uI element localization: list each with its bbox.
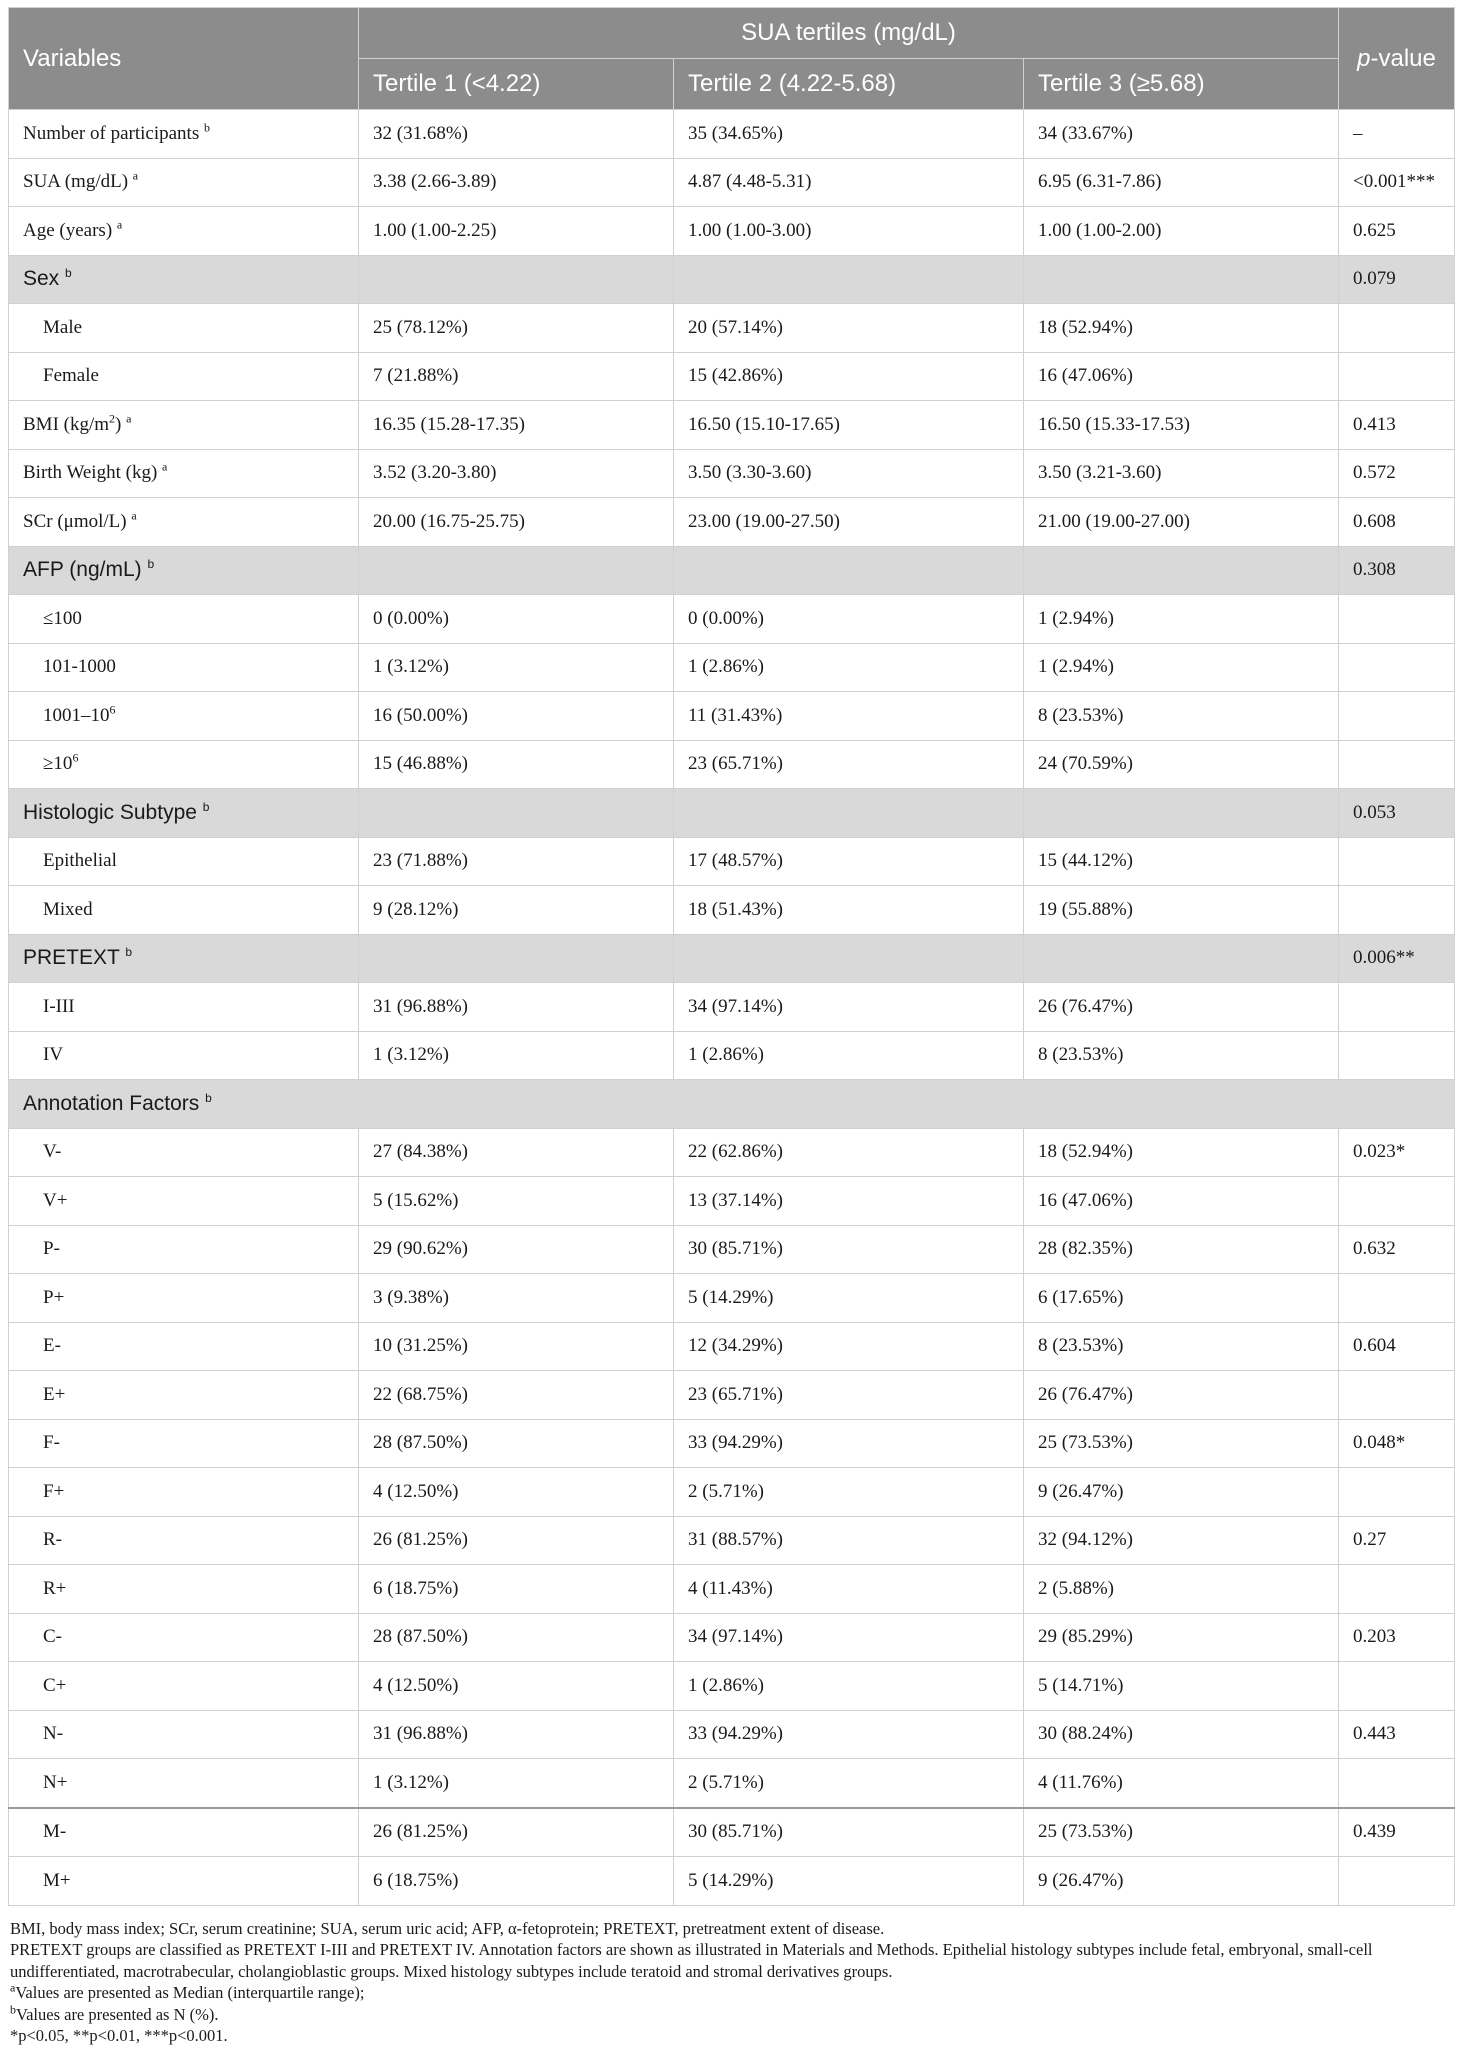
cell-p-value xyxy=(1339,1274,1455,1323)
cell-tertile-1: 6 (18.75%) xyxy=(359,1857,674,1906)
row-label: PRETEXT $^b$ xyxy=(9,934,359,983)
cell-tertile-3: 25 (73.53%) xyxy=(1024,1808,1339,1857)
cell-tertile-1: 4 (12.50%) xyxy=(359,1468,674,1517)
cell-tertile-3: 6.95 (6.31-7.86) xyxy=(1024,158,1339,207)
table-row xyxy=(9,449,1455,498)
row-label: Male xyxy=(9,304,359,353)
cell-p-value: 0.053 xyxy=(1339,789,1455,838)
cell-tertile-2: 33 (94.29%) xyxy=(674,1419,1024,1468)
row-label: Age (years) $^a$ xyxy=(9,207,359,256)
cell-tertile-1: 16 (50.00%) xyxy=(359,692,674,741)
cell-tertile-3: 8 (23.53%) xyxy=(1024,1031,1339,1080)
cell-tertile-1: 25 (78.12%) xyxy=(359,304,674,353)
cell-tertile-1: 7 (21.88%) xyxy=(359,352,674,401)
cell-p-value xyxy=(1339,1662,1455,1711)
cell-tertile-2: 4.87 (4.48-5.31) xyxy=(674,158,1024,207)
cell-tertile-3: 29 (85.29%) xyxy=(1024,1613,1339,1662)
table-row xyxy=(9,886,1455,935)
cell-tertile-3: 34 (33.67%) xyxy=(1024,110,1339,159)
table-row xyxy=(9,304,1455,353)
cell-tertile-1: 1 (3.12%) xyxy=(359,1759,674,1808)
header-tertile-1: Tertile 1 (<4.22) xyxy=(359,59,674,110)
cell-p-value: 0.079 xyxy=(1339,255,1455,304)
cell-tertile-2: 31 (88.57%) xyxy=(674,1516,1024,1565)
cell-tertile-3: 16.50 (15.33-17.53) xyxy=(1024,401,1339,450)
cell-tertile-1: 29 (90.62%) xyxy=(359,1225,674,1274)
row-label: V- xyxy=(9,1128,359,1177)
cell-tertile-2: 15 (42.86%) xyxy=(674,352,1024,401)
row-label: Mixed xyxy=(9,886,359,935)
cell-tertile-3: 26 (76.47%) xyxy=(1024,983,1339,1032)
row-label: BMI $(kg/m^2)$ $^a$ xyxy=(9,401,359,450)
cell-tertile-3: 32 (94.12%) xyxy=(1024,1516,1339,1565)
cell-tertile-2: 34 (97.14%) xyxy=(674,983,1024,1032)
cell-tertile-1: 31 (96.88%) xyxy=(359,983,674,1032)
cell-tertile-3: 5 (14.71%) xyxy=(1024,1662,1339,1711)
cell-p-value xyxy=(1339,837,1455,886)
cell-tertile-1: 3.52 (3.20-3.80) xyxy=(359,449,674,498)
cell-tertile-2: 5 (14.29%) xyxy=(674,1857,1024,1906)
cell-p-value xyxy=(1339,643,1455,692)
table-row xyxy=(9,595,1455,644)
cell-tertile-2: 22 (62.86%) xyxy=(674,1128,1024,1177)
cell-tertile-2: 4 (11.43%) xyxy=(674,1565,1024,1614)
cell-tertile-2 xyxy=(674,934,1024,983)
row-label: M- xyxy=(9,1808,359,1857)
group-row xyxy=(9,255,1455,304)
row-label: E- xyxy=(9,1322,359,1371)
cell-p-value: 0.413 xyxy=(1339,401,1455,450)
row-label: C+ xyxy=(9,1662,359,1711)
cell-p-value: 0.632 xyxy=(1339,1225,1455,1274)
table-row xyxy=(9,498,1455,547)
cell-p-value: 0.608 xyxy=(1339,498,1455,547)
header-sua-tertiles: SUA tertiles (mg/dL) xyxy=(359,8,1339,59)
cell-tertile-2: 17 (48.57%) xyxy=(674,837,1024,886)
table-row xyxy=(9,1808,1455,1857)
table-row xyxy=(9,1516,1455,1565)
cell-tertile-1: 26 (81.25%) xyxy=(359,1808,674,1857)
cell-tertile-1: 20.00 (16.75-25.75) xyxy=(359,498,674,547)
cell-p-value: 0.023* xyxy=(1339,1128,1455,1177)
cell-p-value: – xyxy=(1339,110,1455,159)
cell-tertile-3: 8 (23.53%) xyxy=(1024,1322,1339,1371)
row-label: C- xyxy=(9,1613,359,1662)
cell-tertile-2: 3.50 (3.30-3.60) xyxy=(674,449,1024,498)
cell-tertile-1: 1.00 (1.00-2.25) xyxy=(359,207,674,256)
cell-p-value: 0.308 xyxy=(1339,546,1455,595)
row-label: F- xyxy=(9,1419,359,1468)
cell-tertile-1: 0 (0.00%) xyxy=(359,595,674,644)
table-row xyxy=(9,1177,1455,1226)
cell-p-value xyxy=(1339,1031,1455,1080)
row-label: Annotation Factors $^b$ xyxy=(9,1080,1455,1129)
table-row xyxy=(9,401,1455,450)
group-row xyxy=(9,546,1455,595)
row-label: Histologic Subtype $^b$ xyxy=(9,789,359,838)
cell-p-value xyxy=(1339,983,1455,1032)
cell-tertile-3 xyxy=(1024,546,1339,595)
row-label: 101-1000 xyxy=(9,643,359,692)
cell-tertile-3: 26 (76.47%) xyxy=(1024,1371,1339,1420)
cell-tertile-3: 30 (88.24%) xyxy=(1024,1710,1339,1759)
cell-tertile-2 xyxy=(674,255,1024,304)
cell-tertile-1: 32 (31.68%) xyxy=(359,110,674,159)
group-row xyxy=(9,789,1455,838)
row-label: Epithelial xyxy=(9,837,359,886)
row-label: AFP (ng/mL) $^b$ xyxy=(9,546,359,595)
table-footnotes xyxy=(8,1918,1450,2047)
cell-tertile-2: 1 (2.86%) xyxy=(674,643,1024,692)
row-label: IV xyxy=(9,1031,359,1080)
row-label: $1001-10^6$ xyxy=(9,692,359,741)
table-row xyxy=(9,352,1455,401)
cell-tertile-3: 8 (23.53%) xyxy=(1024,692,1339,741)
table-row xyxy=(9,1031,1455,1080)
row-label: P- xyxy=(9,1225,359,1274)
cell-p-value xyxy=(1339,1857,1455,1906)
cell-p-value: 0.27 xyxy=(1339,1516,1455,1565)
row-label: SUA (mg/dL) $^a$ xyxy=(9,158,359,207)
cell-tertile-1: 5 (15.62%) xyxy=(359,1177,674,1226)
cell-tertile-2: 1.00 (1.00-3.00) xyxy=(674,207,1024,256)
header-p-value: p-value xyxy=(1339,8,1455,110)
row-label: R+ xyxy=(9,1565,359,1614)
table-row xyxy=(9,207,1455,256)
cell-tertile-3 xyxy=(1024,255,1339,304)
table-container xyxy=(8,7,1454,2047)
group-row xyxy=(9,934,1455,983)
cell-tertile-3: 9 (26.47%) xyxy=(1024,1857,1339,1906)
row-label: Number of participants $^b$ xyxy=(9,110,359,159)
cell-tertile-3: 9 (26.47%) xyxy=(1024,1468,1339,1517)
header-variables: Variables xyxy=(9,8,359,110)
cell-tertile-2: 30 (85.71%) xyxy=(674,1225,1024,1274)
table-row xyxy=(9,158,1455,207)
table-row xyxy=(9,1710,1455,1759)
cell-tertile-1 xyxy=(359,546,674,595)
cell-tertile-2: 30 (85.71%) xyxy=(674,1808,1024,1857)
cell-p-value xyxy=(1339,595,1455,644)
cell-tertile-3: 2 (5.88%) xyxy=(1024,1565,1339,1614)
cell-tertile-3: 1 (2.94%) xyxy=(1024,595,1339,644)
row-label: V+ xyxy=(9,1177,359,1226)
cell-p-value xyxy=(1339,304,1455,353)
cell-tertile-1: 1 (3.12%) xyxy=(359,1031,674,1080)
cell-tertile-2: 2 (5.71%) xyxy=(674,1468,1024,1517)
cell-tertile-1: 27 (84.38%) xyxy=(359,1128,674,1177)
cell-tertile-2: 34 (97.14%) xyxy=(674,1613,1024,1662)
row-label: Sex $^b$ xyxy=(9,255,359,304)
cell-tertile-2: 1 (2.86%) xyxy=(674,1031,1024,1080)
footnote-b: $^b$Values are presented as N (%). xyxy=(10,2002,219,2024)
table-row xyxy=(9,1613,1455,1662)
cell-tertile-1: 6 (18.75%) xyxy=(359,1565,674,1614)
cell-tertile-1: 16.35 (15.28-17.35) xyxy=(359,401,674,450)
cell-tertile-3: 1.00 (1.00-2.00) xyxy=(1024,207,1339,256)
cell-tertile-1 xyxy=(359,255,674,304)
table-row xyxy=(9,1857,1455,1906)
cell-tertile-3: 16 (47.06%) xyxy=(1024,1177,1339,1226)
sua-tertiles-table xyxy=(8,7,1455,1906)
cell-tertile-3: 15 (44.12%) xyxy=(1024,837,1339,886)
row-label: N- xyxy=(9,1710,359,1759)
cell-p-value xyxy=(1339,740,1455,789)
footnote-significance: *p<0.05, **p<0.01, ***p<0.001. xyxy=(10,2026,228,2045)
cell-tertile-3 xyxy=(1024,934,1339,983)
cell-p-value xyxy=(1339,1371,1455,1420)
cell-tertile-2: 12 (34.29%) xyxy=(674,1322,1024,1371)
row-label: Female xyxy=(9,352,359,401)
table-row xyxy=(9,1225,1455,1274)
cell-tertile-2 xyxy=(674,789,1024,838)
cell-tertile-3: 18 (52.94%) xyxy=(1024,304,1339,353)
footnote-a: $^a$Values are presented as Median (interquartile range); xyxy=(10,1980,365,2002)
cell-tertile-2: 35 (34.65%) xyxy=(674,110,1024,159)
cell-tertile-3: 21.00 (19.00-27.00) xyxy=(1024,498,1339,547)
cell-tertile-3: 25 (73.53%) xyxy=(1024,1419,1339,1468)
cell-p-value xyxy=(1339,1468,1455,1517)
cell-p-value: 0.572 xyxy=(1339,449,1455,498)
cell-p-value: <0.001*** xyxy=(1339,158,1455,207)
row-label: F+ xyxy=(9,1468,359,1517)
table-row xyxy=(9,692,1455,741)
table-row xyxy=(9,1759,1455,1808)
cell-tertile-3 xyxy=(1024,789,1339,838)
cell-tertile-2: 11 (31.43%) xyxy=(674,692,1024,741)
cell-tertile-3: 19 (55.88%) xyxy=(1024,886,1339,935)
cell-tertile-2: 13 (37.14%) xyxy=(674,1177,1024,1226)
cell-tertile-1: 23 (71.88%) xyxy=(359,837,674,886)
cell-p-value: 0.604 xyxy=(1339,1322,1455,1371)
cell-tertile-1: 9 (28.12%) xyxy=(359,886,674,935)
table-row xyxy=(9,1128,1455,1177)
cell-tertile-1: 3.38 (2.66-3.89) xyxy=(359,158,674,207)
cell-p-value xyxy=(1339,1177,1455,1226)
table-row xyxy=(9,1662,1455,1711)
cell-tertile-2: 2 (5.71%) xyxy=(674,1759,1024,1808)
cell-tertile-2 xyxy=(674,546,1024,595)
cell-tertile-3: 1 (2.94%) xyxy=(1024,643,1339,692)
table-row xyxy=(9,983,1455,1032)
cell-tertile-1: 15 (46.88%) xyxy=(359,740,674,789)
cell-tertile-2: 20 (57.14%) xyxy=(674,304,1024,353)
cell-p-value xyxy=(1339,692,1455,741)
table-row xyxy=(9,1419,1455,1468)
cell-tertile-2: 33 (94.29%) xyxy=(674,1710,1024,1759)
cell-tertile-1: 10 (31.25%) xyxy=(359,1322,674,1371)
row-label: $\ge 10^6$ xyxy=(9,740,359,789)
cell-tertile-3: 16 (47.06%) xyxy=(1024,352,1339,401)
row-label: P+ xyxy=(9,1274,359,1323)
cell-p-value xyxy=(1339,1759,1455,1808)
cell-tertile-1: 28 (87.50%) xyxy=(359,1419,674,1468)
cell-tertile-2: 23 (65.71%) xyxy=(674,740,1024,789)
cell-tertile-2: 23 (65.71%) xyxy=(674,1371,1024,1420)
row-label: M+ xyxy=(9,1857,359,1906)
cell-tertile-1: 26 (81.25%) xyxy=(359,1516,674,1565)
cell-tertile-1: 3 (9.38%) xyxy=(359,1274,674,1323)
cell-tertile-3: 24 (70.59%) xyxy=(1024,740,1339,789)
cell-tertile-2: 5 (14.29%) xyxy=(674,1274,1024,1323)
table-row xyxy=(9,110,1455,159)
cell-tertile-1 xyxy=(359,934,674,983)
cell-tertile-2: 1 (2.86%) xyxy=(674,1662,1024,1711)
cell-tertile-1: 22 (68.75%) xyxy=(359,1371,674,1420)
cell-tertile-3: 18 (52.94%) xyxy=(1024,1128,1339,1177)
cell-p-value: 0.625 xyxy=(1339,207,1455,256)
table-row xyxy=(9,1371,1455,1420)
table-row xyxy=(9,740,1455,789)
table-row xyxy=(9,1322,1455,1371)
cell-p-value: 0.203 xyxy=(1339,1613,1455,1662)
cell-tertile-3: 6 (17.65%) xyxy=(1024,1274,1339,1323)
row-label: R- xyxy=(9,1516,359,1565)
row-label: E+ xyxy=(9,1371,359,1420)
cell-p-value: 0.439 xyxy=(1339,1808,1455,1857)
cell-tertile-1: 28 (87.50%) xyxy=(359,1613,674,1662)
row-label: ≤100 xyxy=(9,595,359,644)
cell-p-value xyxy=(1339,352,1455,401)
cell-tertile-1: 31 (96.88%) xyxy=(359,1710,674,1759)
cell-p-value: 0.006** xyxy=(1339,934,1455,983)
footnote-abbreviations: BMI, body mass index; SCr, serum creatinine; SUA, serum uric acid; AFP, α-fetoprotein; PRETEXT, pretreatment extent of disease. xyxy=(10,1918,885,1938)
table-row xyxy=(9,1468,1455,1517)
row-label: SCr (μmol/L) $^a$ xyxy=(9,498,359,547)
header-tertile-3: Tertile 3 (≥5.68) xyxy=(1024,59,1339,110)
cell-tertile-1: 1 (3.12%) xyxy=(359,643,674,692)
cell-p-value xyxy=(1339,886,1455,935)
cell-p-value: 0.443 xyxy=(1339,1710,1455,1759)
cell-tertile-1: 4 (12.50%) xyxy=(359,1662,674,1711)
table-row xyxy=(9,1274,1455,1323)
header-tertile-2: Tertile 2 (4.22-5.68) xyxy=(674,59,1024,110)
cell-p-value xyxy=(1339,1565,1455,1614)
table-row xyxy=(9,837,1455,886)
cell-p-value: 0.048* xyxy=(1339,1419,1455,1468)
cell-tertile-2: 23.00 (19.00-27.50) xyxy=(674,498,1024,547)
row-label: Birth Weight (kg) $^a$ xyxy=(9,449,359,498)
cell-tertile-3: 3.50 (3.21-3.60) xyxy=(1024,449,1339,498)
cell-tertile-2: 18 (51.43%) xyxy=(674,886,1024,935)
cell-tertile-3: 28 (82.35%) xyxy=(1024,1225,1339,1274)
cell-tertile-2: 0 (0.00%) xyxy=(674,595,1024,644)
table-row xyxy=(9,643,1455,692)
row-label: N+ xyxy=(9,1759,359,1808)
cell-tertile-2: 16.50 (15.10-17.65) xyxy=(674,401,1024,450)
cell-tertile-3: 4 (11.76%) xyxy=(1024,1759,1339,1808)
footnote-pretext: PRETEXT groups are classified as PRETEXT I-III and PRETEXT IV. Annotation factors are shown as illustrated in Materials and Methods. Epithelial histology subtypes include fetal, embryonal, small-cell undifferentiated, macrotrabecular, cholangioblastic groups. Mixed histology subtypes include teratoid and stromal derivatives groups. xyxy=(10,1940,1373,1981)
cell-tertile-1 xyxy=(359,789,674,838)
group-row xyxy=(9,1080,1455,1129)
table-row xyxy=(9,1565,1455,1614)
row-label: I-III xyxy=(9,983,359,1032)
